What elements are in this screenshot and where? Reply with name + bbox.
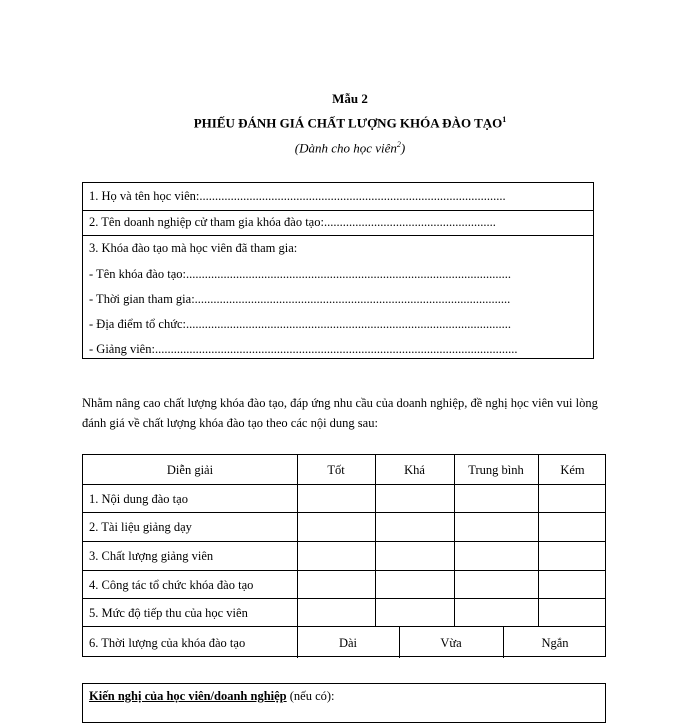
col-divider <box>297 455 298 627</box>
evaluation-table <box>82 454 606 657</box>
header-good: Tốt <box>327 463 345 477</box>
feedback-label-bold: Kiến nghị của học viên/doanh nghiệp <box>89 689 287 703</box>
footnote-marker: 2 <box>396 140 401 149</box>
instructor-field[interactable]: - Giảng viên:.................................................................................................................... <box>89 342 518 356</box>
header-average: Trung bình <box>468 463 524 477</box>
course-heading: 3. Khóa đào tạo mà học viên đã tham gia: <box>89 241 298 255</box>
location-field[interactable]: - Địa điểm tổ chức:........................................................................................................ <box>89 317 512 331</box>
header-fair: Khá <box>404 463 425 477</box>
form-title <box>0 115 700 131</box>
student-info-box <box>82 182 594 359</box>
row-divider <box>83 626 605 627</box>
duration-field[interactable]: - Thời gian tham gia:..................................................................................................... <box>89 292 511 306</box>
option-medium[interactable]: Vừa <box>440 636 462 650</box>
col-divider <box>538 455 539 627</box>
criterion-label: 2. Tài liệu giảng dạy <box>89 520 192 534</box>
intro-paragraph: Nhằm nâng cao chất lượng khóa đào tạo, đáp ứng nhu cầu của doanh nghiệp, đề nghị học viên vui lòng đánh giá về chất lượng khóa đào tạo theo các nội dung sau: <box>82 396 598 430</box>
footnote-marker: 1 <box>502 115 507 124</box>
feedback-label <box>89 689 335 704</box>
option-short[interactable]: Ngắn <box>541 636 569 650</box>
feedback-label-suffix: (nếu có): <box>286 689 335 703</box>
row-divider <box>83 484 605 485</box>
row-divider <box>83 512 605 513</box>
criterion-label: 1. Nội dung đào tạo <box>89 492 188 506</box>
form-code: Mẫu 2 <box>332 91 368 106</box>
form-subtitle-close: ) <box>400 140 406 156</box>
col-divider <box>454 455 455 627</box>
option-long[interactable]: Dài <box>338 636 358 650</box>
criterion-label: 4. Công tác tổ chức khóa đào tạo <box>89 578 254 592</box>
feedback-box[interactable] <box>82 683 606 723</box>
criterion-label: 3. Chất lượng giảng viên <box>89 549 214 563</box>
header-description: Diễn giải <box>166 463 214 477</box>
course-name-field[interactable]: - Tên khóa đào tạo:........................................................................................................ <box>89 267 511 281</box>
row-divider <box>83 570 605 571</box>
divider <box>83 210 593 211</box>
form-title-text: PHIẾU ĐÁNH GIÁ CHẤT LƯỢNG KHÓA ĐÀO TẠO <box>193 115 503 131</box>
criterion-label: 5. Mức độ tiếp thu của học viên <box>89 606 248 620</box>
student-name-field[interactable]: 1. Họ và tên học viên:.................................................................................................. <box>89 189 506 203</box>
form-subtitle-text: (Dành cho học viên <box>294 140 397 156</box>
company-field[interactable]: 2. Tên doanh nghiệp cử tham gia khóa đào tạo:....................................................... <box>89 215 496 229</box>
form-subtitle <box>0 140 700 156</box>
header-poor: Kém <box>560 463 585 477</box>
divider <box>83 235 593 236</box>
duration-criterion-label: 6. Thời lượng của khóa đào tạo <box>89 636 246 650</box>
row-divider <box>83 541 605 542</box>
row-divider <box>83 598 605 599</box>
col-divider <box>375 455 376 627</box>
